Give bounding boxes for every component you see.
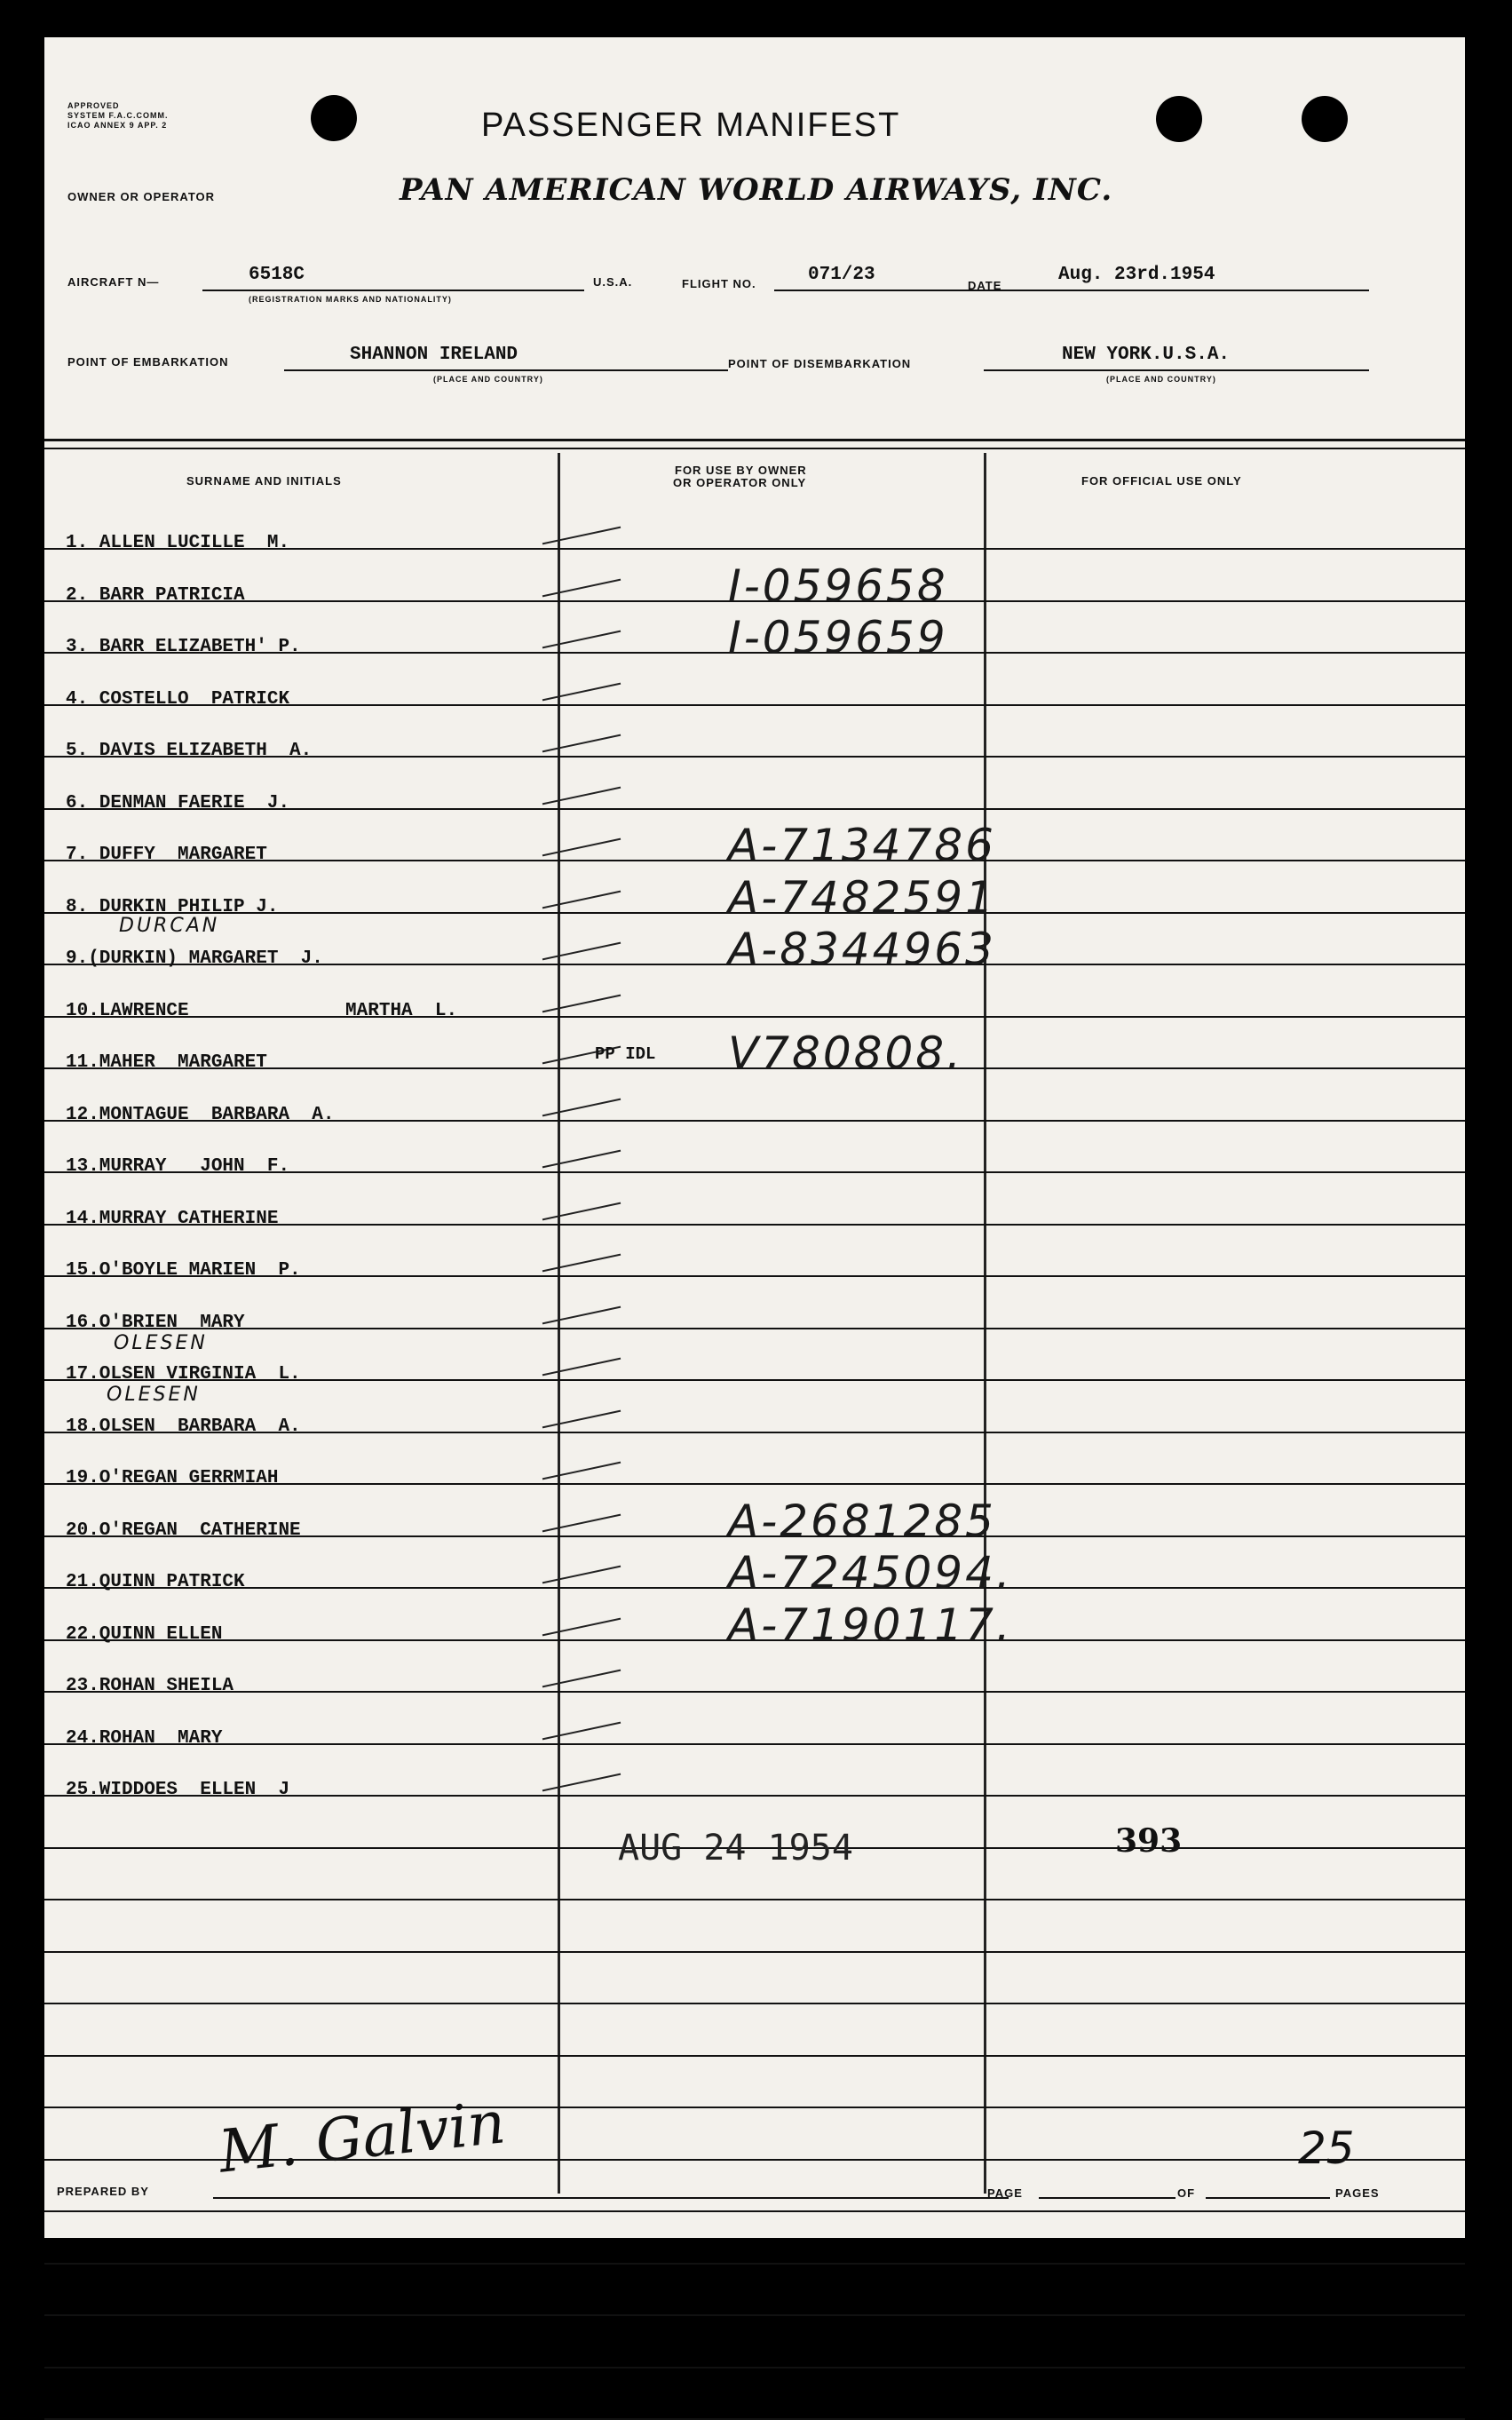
document-number: A-7482591 bbox=[728, 871, 996, 924]
approved-line: SYSTEM F.A.C.COMM. bbox=[67, 111, 169, 120]
document-number: A-7245094. bbox=[728, 1547, 1013, 1599]
punch-hole-left bbox=[311, 95, 357, 141]
check-mark bbox=[542, 631, 621, 649]
disembark-value: NEW YORK.U.S.A. bbox=[1062, 345, 1231, 365]
row-rule bbox=[44, 2367, 1465, 2368]
approved-line: ICAO ANNEX 9 APP. 2 bbox=[67, 121, 168, 130]
embark-caption: (PLACE AND COUNTRY) bbox=[433, 375, 543, 384]
passenger-name: 7. DUFFY MARGARET bbox=[66, 845, 267, 865]
approved-line: APPROVED bbox=[67, 101, 120, 110]
list-item bbox=[44, 725, 1465, 777]
column-header-surname: SURNAME AND INITIALS bbox=[186, 474, 342, 488]
check-mark bbox=[542, 1305, 621, 1324]
page-underline bbox=[1039, 2197, 1176, 2199]
document-number: A-7134786 bbox=[728, 820, 996, 871]
passenger-name: 18.OLSEN BARBARA A. bbox=[66, 1416, 301, 1437]
page-title: PASSENGER MANIFEST bbox=[481, 107, 901, 144]
passenger-name: 20.O'REGAN CATHERINE bbox=[66, 1519, 301, 1541]
flight-value: 071/23 bbox=[808, 265, 875, 285]
list-item bbox=[44, 1297, 1465, 1349]
passenger-name: 16.O'BRIEN MARY bbox=[66, 1312, 245, 1333]
passenger-name: 3. BARR ELIZABETH' P. bbox=[66, 637, 301, 657]
owner-label: OWNER OR OPERATOR bbox=[67, 190, 216, 203]
list-item bbox=[44, 1089, 1465, 1141]
disembark-caption: (PLACE AND COUNTRY) bbox=[1106, 375, 1216, 384]
check-mark bbox=[542, 1721, 621, 1740]
list-item bbox=[44, 1140, 1465, 1193]
passenger-name: 4. COSTELLO PATRICK bbox=[66, 688, 290, 710]
embark-underline bbox=[284, 369, 728, 371]
check-mark bbox=[542, 1098, 621, 1116]
check-mark bbox=[542, 734, 621, 753]
document-number: A-2681285 bbox=[728, 1495, 996, 1547]
check-mark bbox=[542, 682, 621, 701]
embark-label: POINT OF EMBARKATION bbox=[67, 355, 229, 369]
annotation-durcan: DURCAN bbox=[119, 915, 220, 937]
document-number: A-8344963 bbox=[728, 924, 996, 975]
passenger-name: 19.O'REGAN GERRMIAH bbox=[66, 1468, 279, 1488]
check-mark bbox=[542, 942, 621, 961]
disembark-label: POINT OF DISEMBARKATION bbox=[728, 357, 912, 370]
row-rule bbox=[44, 1951, 1465, 1953]
list-item bbox=[44, 673, 1465, 726]
check-mark bbox=[542, 1566, 621, 1584]
date-value: Aug. 23rd.1954 bbox=[1058, 265, 1215, 285]
page-number: 393 bbox=[1115, 1822, 1183, 1860]
passenger-name: 8. DURKIN PHILIP J. bbox=[66, 896, 279, 917]
column-header-official: FOR OFFICIAL USE ONLY bbox=[1081, 474, 1242, 488]
handwritten-count: 25 bbox=[1298, 2122, 1355, 2174]
check-mark bbox=[542, 527, 621, 545]
check-mark bbox=[542, 1617, 621, 1636]
check-mark bbox=[542, 890, 621, 908]
approved-block bbox=[67, 101, 169, 131]
company-name: PAN AMERICAN WORLD AIRWAYS, INC. bbox=[400, 172, 1113, 208]
row-rule bbox=[44, 2314, 1465, 2316]
row-rule bbox=[44, 2107, 1465, 2108]
page-label: PAGE bbox=[987, 2186, 1023, 2200]
list-item bbox=[44, 1348, 1465, 1400]
of-label: OF bbox=[1177, 2186, 1196, 2200]
check-mark bbox=[542, 786, 621, 805]
passenger-name: 25.WIDDOES ELLEN J bbox=[66, 1780, 290, 1800]
list-item bbox=[44, 1193, 1465, 1245]
date-stamp: AUG 24 1954 bbox=[618, 1828, 853, 1869]
date-underline bbox=[1012, 290, 1369, 291]
document-number: V780808. bbox=[728, 1028, 963, 1079]
column-header-owner-2: OR OPERATOR ONLY bbox=[673, 476, 807, 489]
disembark-underline bbox=[984, 369, 1369, 371]
aircraft-label: AIRCRAFT N— bbox=[67, 275, 160, 289]
passenger-name: 24.ROHAN MARY bbox=[66, 1727, 223, 1749]
passenger-name: 15.O'BOYLE MARIEN P. bbox=[66, 1260, 301, 1281]
passenger-name: 5. DAVIS ELIZABETH A. bbox=[66, 741, 313, 761]
check-mark bbox=[542, 838, 621, 857]
prepared-by-underline bbox=[213, 2197, 1009, 2199]
document-number: A-7190117. bbox=[728, 1599, 1013, 1651]
pages-label: PAGES bbox=[1335, 2186, 1380, 2200]
passenger-name: 1. ALLEN LUCILLE M. bbox=[66, 533, 290, 553]
document-number: I-059658 bbox=[728, 559, 948, 612]
punch-hole-right bbox=[1302, 96, 1348, 142]
list-item bbox=[44, 612, 1465, 673]
check-mark bbox=[542, 1670, 621, 1688]
list-item bbox=[44, 1660, 1465, 1712]
passenger-name: 22.QUINN ELLEN bbox=[66, 1623, 223, 1645]
punch-hole-mid bbox=[1156, 96, 1202, 142]
column-header-owner-1: FOR USE BY OWNER bbox=[675, 464, 807, 477]
row-rule bbox=[44, 2055, 1465, 2057]
passenger-name: 6. DENMAN FAERIE J. bbox=[66, 792, 290, 813]
check-mark bbox=[542, 1773, 621, 1792]
document-number: I-059659 bbox=[728, 612, 948, 663]
list-item bbox=[44, 1400, 1465, 1453]
check-mark bbox=[542, 1462, 621, 1480]
passenger-name: 12.MONTAGUE BARBARA A. bbox=[66, 1104, 335, 1125]
list-item bbox=[44, 1712, 1465, 1765]
passenger-name: 14.MURRAY CATHERINE bbox=[66, 1208, 279, 1229]
check-mark bbox=[542, 1254, 621, 1273]
embark-value: SHANNON IRELAND bbox=[350, 345, 519, 365]
passenger-name: 10.LAWRENCE ______ MARTHA L. bbox=[66, 1000, 458, 1021]
passenger-name: 13.MURRAY JOHN F. bbox=[66, 1156, 290, 1177]
flight-label: FLIGHT NO. bbox=[682, 277, 756, 290]
check-mark bbox=[542, 1409, 621, 1428]
check-mark bbox=[542, 1513, 621, 1532]
list-item bbox=[44, 1244, 1465, 1297]
pp-idl-label: PP IDL bbox=[595, 1044, 656, 1064]
list-item bbox=[44, 1599, 1465, 1661]
usa-label: U.S.A. bbox=[593, 275, 633, 289]
aircraft-caption: (REGISTRATION MARKS AND NATIONALITY) bbox=[249, 295, 452, 304]
check-mark bbox=[542, 578, 621, 597]
row-rule bbox=[44, 1899, 1465, 1900]
aircraft-value: 6518C bbox=[249, 265, 305, 285]
check-mark bbox=[542, 1150, 621, 1169]
table-top-rule-2 bbox=[44, 448, 1465, 449]
check-mark bbox=[542, 994, 621, 1012]
row-rule bbox=[44, 2210, 1465, 2212]
table-top-rule bbox=[44, 439, 1465, 441]
row-rule bbox=[44, 2003, 1465, 2004]
list-item bbox=[44, 1028, 1465, 1089]
prepared-by-label: PREPARED BY bbox=[57, 2185, 149, 2198]
list-item bbox=[44, 1764, 1465, 1816]
signature: M. Galvin bbox=[215, 2088, 509, 2186]
row-rule bbox=[44, 2263, 1465, 2265]
passenger-name: 9.(DURKIN) MARGARET J. bbox=[66, 948, 323, 969]
annotation-olesen-17: OLESEN bbox=[114, 1332, 208, 1354]
annotation-olesen-18: OLESEN bbox=[107, 1384, 201, 1406]
passenger-name: 11.MAHER MARGARET bbox=[66, 1052, 267, 1073]
passenger-name: 23.ROHAN SHEILA bbox=[66, 1676, 234, 1696]
passenger-name: 21.QUINN PATRICK bbox=[66, 1572, 245, 1592]
manifest-sheet bbox=[44, 37, 1465, 2238]
check-mark bbox=[542, 1358, 621, 1377]
of-underline bbox=[1206, 2197, 1330, 2199]
check-mark bbox=[542, 1202, 621, 1220]
passenger-name: 17.OLSEN VIRGINIA L. bbox=[66, 1364, 301, 1385]
aircraft-underline bbox=[202, 290, 584, 291]
date-label: DATE bbox=[968, 279, 1002, 292]
passenger-name: 2. BARR PATRICIA bbox=[66, 584, 245, 606]
